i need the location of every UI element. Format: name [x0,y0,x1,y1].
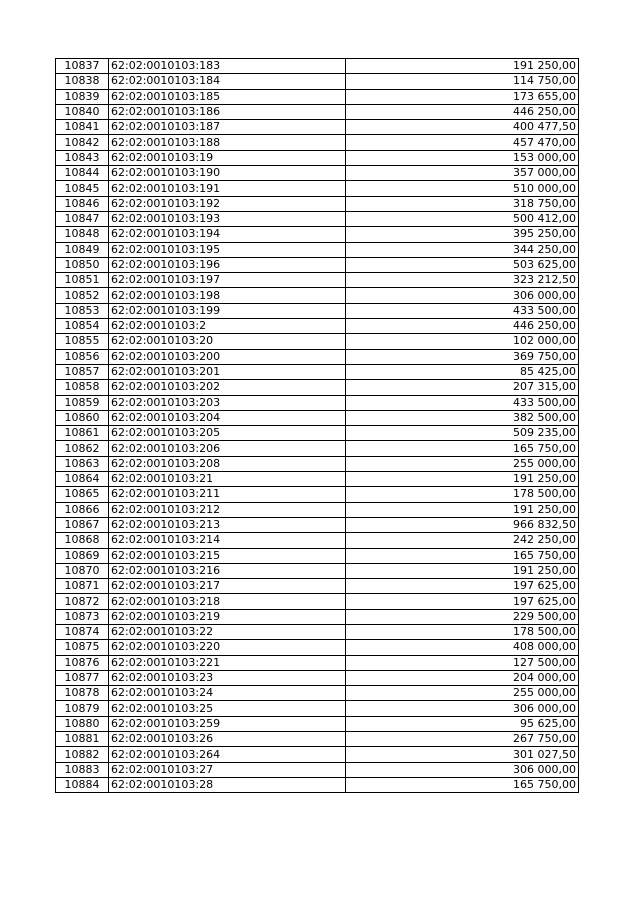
cadastral-number-cell: 62:02:0010103:206 [109,441,346,456]
cadastral-value-cell: 165 750,00 [346,777,579,792]
row-number-cell: 10852 [56,288,109,303]
row-number-cell: 10878 [56,686,109,701]
cadastral-number-cell: 62:02:0010103:185 [109,89,346,104]
cadastral-number-cell: 62:02:0010103:199 [109,303,346,318]
cadastral-number-cell: 62:02:0010103:193 [109,211,346,226]
cadastral-value-cell: 500 412,00 [346,211,579,226]
cadastral-number-cell: 62:02:0010103:190 [109,166,346,181]
cadastral-value-cell: 191 250,00 [346,502,579,517]
cadastral-number-cell: 62:02:0010103:201 [109,364,346,379]
table-body [56,59,579,793]
table-row [56,624,579,639]
cadastral-value-cell: 85 425,00 [346,364,579,379]
row-number-cell: 10864 [56,472,109,487]
row-number-cell: 10879 [56,701,109,716]
cadastral-number-cell: 62:02:0010103:221 [109,655,346,670]
row-number-cell: 10839 [56,89,109,104]
cadastral-value-cell: 197 625,00 [346,579,579,594]
row-number-cell: 10883 [56,762,109,777]
table-row [56,701,579,716]
cadastral-value-cell: 446 250,00 [346,319,579,334]
row-number-cell: 10838 [56,74,109,89]
cadastral-number-cell: 62:02:0010103:186 [109,104,346,119]
table-row [56,227,579,242]
table-row [56,487,579,502]
cadastral-value-cell: 242 250,00 [346,533,579,548]
row-number-cell: 10874 [56,624,109,639]
table-row [56,319,579,334]
table-row [56,732,579,747]
row-number-cell: 10871 [56,579,109,594]
cadastral-value-cell: 127 500,00 [346,655,579,670]
cadastral-value-cell: 191 250,00 [346,472,579,487]
row-number-cell: 10851 [56,273,109,288]
table-row [56,288,579,303]
table-row [56,59,579,74]
table-row [56,120,579,135]
cadastral-number-cell: 62:02:0010103:24 [109,686,346,701]
cadastral-number-cell: 62:02:0010103:2 [109,319,346,334]
cadastral-value-cell: 344 250,00 [346,242,579,257]
cadastral-number-cell: 62:02:0010103:217 [109,579,346,594]
table-row [56,303,579,318]
row-number-cell: 10848 [56,227,109,242]
table-row [56,395,579,410]
row-number-cell: 10861 [56,426,109,441]
row-number-cell: 10884 [56,777,109,792]
row-number-cell: 10858 [56,380,109,395]
cadastral-number-cell: 62:02:0010103:215 [109,548,346,563]
table-row [56,135,579,150]
table-row [56,257,579,272]
cadastral-number-cell: 62:02:0010103:202 [109,380,346,395]
cadastral-value-cell: 301 027,50 [346,747,579,762]
row-number-cell: 10868 [56,533,109,548]
table-row [56,273,579,288]
cadastral-value-cell: 204 000,00 [346,670,579,685]
cadastral-number-cell: 62:02:0010103:213 [109,517,346,532]
row-number-cell: 10860 [56,410,109,425]
cadastral-number-cell: 62:02:0010103:188 [109,135,346,150]
table-row [56,89,579,104]
table-row [56,686,579,701]
table-row [56,762,579,777]
cadastral-value-cell: 173 655,00 [346,89,579,104]
cadastral-value-cell: 395 250,00 [346,227,579,242]
cadastral-number-cell: 62:02:0010103:220 [109,640,346,655]
table-row [56,426,579,441]
table-row [56,211,579,226]
table-row [56,579,579,594]
table-row [56,670,579,685]
row-number-cell: 10872 [56,594,109,609]
row-number-cell: 10855 [56,334,109,349]
row-number-cell: 10882 [56,747,109,762]
cadastral-value-cell: 306 000,00 [346,701,579,716]
row-number-cell: 10846 [56,196,109,211]
table-row [56,380,579,395]
row-number-cell: 10850 [56,257,109,272]
cadastral-value-cell: 197 625,00 [346,594,579,609]
cadastral-number-cell: 62:02:0010103:198 [109,288,346,303]
cadastral-number-cell: 62:02:0010103:212 [109,502,346,517]
row-number-cell: 10873 [56,609,109,624]
cadastral-number-cell: 62:02:0010103:205 [109,426,346,441]
cadastral-number-cell: 62:02:0010103:204 [109,410,346,425]
row-number-cell: 10877 [56,670,109,685]
table-row [56,655,579,670]
cadastral-value-cell: 433 500,00 [346,395,579,410]
cadastral-value-table [55,58,579,793]
table-row [56,594,579,609]
row-number-cell: 10856 [56,349,109,364]
table-row [56,196,579,211]
row-number-cell: 10853 [56,303,109,318]
row-number-cell: 10881 [56,732,109,747]
table-row [56,410,579,425]
cadastral-value-cell: 433 500,00 [346,303,579,318]
row-number-cell: 10863 [56,456,109,471]
cadastral-number-cell: 62:02:0010103:191 [109,181,346,196]
row-number-cell: 10875 [56,640,109,655]
cadastral-value-cell: 382 500,00 [346,410,579,425]
cadastral-number-cell: 62:02:0010103:184 [109,74,346,89]
row-number-cell: 10865 [56,487,109,502]
cadastral-value-cell: 114 750,00 [346,74,579,89]
table-row [56,242,579,257]
row-number-cell: 10870 [56,563,109,578]
cadastral-value-cell: 306 000,00 [346,762,579,777]
row-number-cell: 10857 [56,364,109,379]
table-row [56,548,579,563]
cadastral-number-cell: 62:02:0010103:219 [109,609,346,624]
cadastral-value-cell: 509 235,00 [346,426,579,441]
table-row [56,563,579,578]
cadastral-value-cell: 306 000,00 [346,288,579,303]
cadastral-number-cell: 62:02:0010103:22 [109,624,346,639]
table-row [56,472,579,487]
table-row [56,777,579,792]
table-row [56,364,579,379]
cadastral-number-cell: 62:02:0010103:23 [109,670,346,685]
row-number-cell: 10869 [56,548,109,563]
row-number-cell: 10880 [56,716,109,731]
row-number-cell: 10859 [56,395,109,410]
cadastral-number-cell: 62:02:0010103:20 [109,334,346,349]
row-number-cell: 10876 [56,655,109,670]
table-row [56,456,579,471]
table-row [56,747,579,762]
table-row [56,181,579,196]
row-number-cell: 10841 [56,120,109,135]
row-number-cell: 10845 [56,181,109,196]
row-number-cell: 10837 [56,59,109,74]
row-number-cell: 10847 [56,211,109,226]
cadastral-number-cell: 62:02:0010103:200 [109,349,346,364]
cadastral-number-cell: 62:02:0010103:218 [109,594,346,609]
cadastral-value-cell: 178 500,00 [346,624,579,639]
table-row [56,502,579,517]
cadastral-number-cell: 62:02:0010103:25 [109,701,346,716]
cadastral-value-cell: 178 500,00 [346,487,579,502]
cadastral-value-cell: 255 000,00 [346,456,579,471]
row-number-cell: 10854 [56,319,109,334]
cadastral-number-cell: 62:02:0010103:19 [109,150,346,165]
cadastral-value-cell: 400 477,50 [346,120,579,135]
row-number-cell: 10849 [56,242,109,257]
table-row [56,150,579,165]
table-row [56,349,579,364]
table-row [56,640,579,655]
table-row [56,334,579,349]
cadastral-number-cell: 62:02:0010103:28 [109,777,346,792]
cadastral-value-cell: 369 750,00 [346,349,579,364]
table-row [56,166,579,181]
row-number-cell: 10844 [56,166,109,181]
cadastral-number-cell: 62:02:0010103:203 [109,395,346,410]
table-row [56,533,579,548]
cadastral-value-cell: 165 750,00 [346,441,579,456]
cadastral-number-cell: 62:02:0010103:187 [109,120,346,135]
cadastral-number-cell: 62:02:0010103:264 [109,747,346,762]
cadastral-value-cell: 191 250,00 [346,563,579,578]
cadastral-number-cell: 62:02:0010103:216 [109,563,346,578]
cadastral-number-cell: 62:02:0010103:26 [109,732,346,747]
cadastral-value-cell: 510 000,00 [346,181,579,196]
cadastral-value-cell: 165 750,00 [346,548,579,563]
cadastral-value-cell: 503 625,00 [346,257,579,272]
cadastral-number-cell: 62:02:0010103:192 [109,196,346,211]
cadastral-number-cell: 62:02:0010103:195 [109,242,346,257]
cadastral-value-cell: 267 750,00 [346,732,579,747]
cadastral-number-cell: 62:02:0010103:197 [109,273,346,288]
row-number-cell: 10867 [56,517,109,532]
row-number-cell: 10843 [56,150,109,165]
row-number-cell: 10842 [56,135,109,150]
cadastral-value-cell: 323 212,50 [346,273,579,288]
cadastral-value-cell: 153 000,00 [346,150,579,165]
row-number-cell: 10866 [56,502,109,517]
cadastral-value-cell: 191 250,00 [346,59,579,74]
cadastral-number-cell: 62:02:0010103:21 [109,472,346,487]
cadastral-number-cell: 62:02:0010103:211 [109,487,346,502]
cadastral-value-cell: 966 832,50 [346,517,579,532]
cadastral-number-cell: 62:02:0010103:259 [109,716,346,731]
cadastral-value-cell: 207 315,00 [346,380,579,395]
cadastral-value-cell: 102 000,00 [346,334,579,349]
cadastral-number-cell: 62:02:0010103:194 [109,227,346,242]
row-number-cell: 10862 [56,441,109,456]
cadastral-value-cell: 95 625,00 [346,716,579,731]
cadastral-value-cell: 457 470,00 [346,135,579,150]
cadastral-value-cell: 255 000,00 [346,686,579,701]
cadastral-value-cell: 446 250,00 [346,104,579,119]
cadastral-value-cell: 408 000,00 [346,640,579,655]
table-row [56,104,579,119]
table-row [56,609,579,624]
cadastral-number-cell: 62:02:0010103:208 [109,456,346,471]
table-row [56,74,579,89]
cadastral-number-cell: 62:02:0010103:27 [109,762,346,777]
cadastral-number-cell: 62:02:0010103:196 [109,257,346,272]
row-number-cell: 10840 [56,104,109,119]
cadastral-value-cell: 318 750,00 [346,196,579,211]
cadastral-value-cell: 229 500,00 [346,609,579,624]
table-row [56,716,579,731]
table-row [56,517,579,532]
cadastral-number-cell: 62:02:0010103:183 [109,59,346,74]
table-row [56,441,579,456]
cadastral-value-cell: 357 000,00 [346,166,579,181]
cadastral-number-cell: 62:02:0010103:214 [109,533,346,548]
